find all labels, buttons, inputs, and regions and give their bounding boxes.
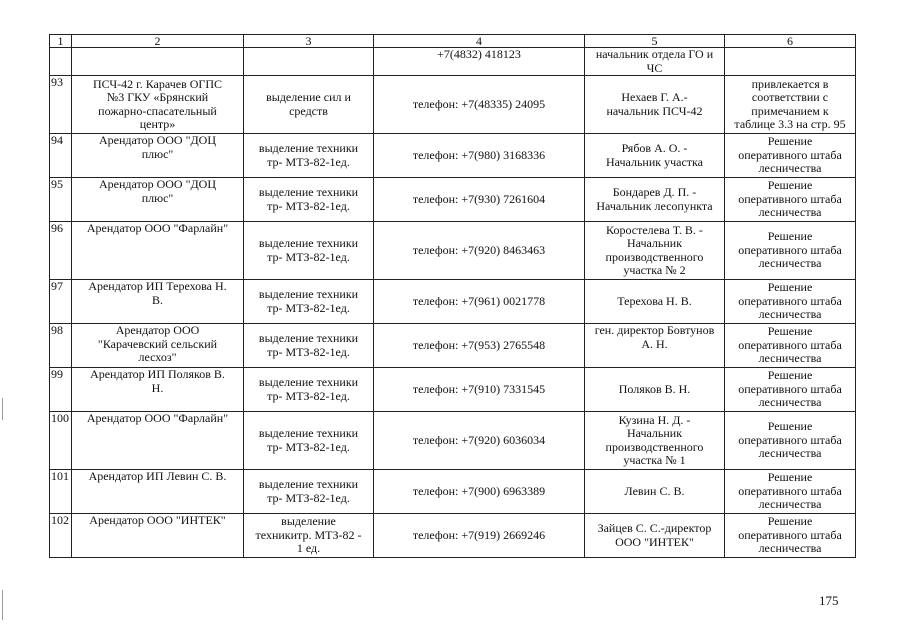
table-row <box>50 48 856 76</box>
row-number: 99 <box>50 368 72 412</box>
phone-cell: +7(4832) 418123 <box>374 48 585 76</box>
phone-cell: телефон: +7(930) 7261604 <box>374 178 585 222</box>
phone-cell: телефон: +7(961) 0021778 <box>374 280 585 324</box>
action-cell: выделение техники тр- МТЗ-82-1ед. <box>244 324 374 368</box>
column-header: 1 <box>50 35 72 48</box>
phone-cell: телефон: +7(953) 2765548 <box>374 324 585 368</box>
note-cell: Решение оперативного штаба лесничества <box>725 178 856 222</box>
row-number: 96 <box>50 222 72 280</box>
phone-cell: телефон: +7(48335) 24095 <box>374 76 585 134</box>
contact-cell: Рябов А. О. - Начальник участка <box>585 134 725 178</box>
phone-cell: телефон: +7(910) 7331545 <box>374 368 585 412</box>
contact-cell: Зайцев С. С.-директор ООО "ИНТЕК" <box>585 514 725 558</box>
contact-cell: Кузина Н. Д. - Начальник производственного участка № 1 <box>585 412 725 470</box>
action-cell: выделение техники тр- МТЗ-82-1ед. <box>244 470 374 514</box>
organization-cell: ПСЧ-42 г. Карачев ОГПС №3 ГКУ «Брянский пожарно-спасательный центр» <box>72 76 244 134</box>
phone-cell: телефон: +7(920) 8463463 <box>374 222 585 280</box>
table-row <box>50 412 856 470</box>
note-cell: Решение оперативного штаба лесничества <box>725 514 856 558</box>
contact-cell: Бондарев Д. П. - Начальник лесопункта <box>585 178 725 222</box>
organization-cell: Арендатор ООО "ДОЦ плюс" <box>72 178 244 222</box>
organization-cell: Арендатор ИП Поляков В. Н. <box>72 368 244 412</box>
column-header: 5 <box>585 35 725 48</box>
organization-cell <box>72 48 244 76</box>
page-number: 175 <box>819 593 839 608</box>
equipment-table <box>49 34 856 558</box>
action-cell: выделение сил и средств <box>244 76 374 134</box>
organization-cell: Арендатор ИП Терехова Н. В. <box>72 280 244 324</box>
row-number: 93 <box>50 76 72 134</box>
action-cell: выделение техники тр- МТЗ-82-1ед. <box>244 412 374 470</box>
organization-cell: Арендатор ООО "Фарлайн" <box>72 222 244 280</box>
row-number: 95 <box>50 178 72 222</box>
table-row <box>50 514 856 558</box>
action-cell <box>244 48 374 76</box>
table-row <box>50 76 856 134</box>
note-cell: Решение оперативного штаба лесничества <box>725 368 856 412</box>
organization-cell: Арендатор ООО "ДОЦ плюс" <box>72 134 244 178</box>
note-cell: Решение оперативного штаба лесничества <box>725 324 856 368</box>
phone-cell: телефон: +7(919) 2669246 <box>374 514 585 558</box>
phone-cell: телефон: +7(980) 3168336 <box>374 134 585 178</box>
table-row <box>50 222 856 280</box>
scan-edge-mark <box>2 398 3 420</box>
note-cell: Решение оперативного штаба лесничества <box>725 222 856 280</box>
action-cell: выделение техники тр- МТЗ-82-1ед. <box>244 134 374 178</box>
phone-cell: телефон: +7(920) 6036034 <box>374 412 585 470</box>
organization-cell: Арендатор ООО "Фарлайн" <box>72 412 244 470</box>
action-cell: выделение техники тр- МТЗ-82-1ед. <box>244 368 374 412</box>
action-cell: выделение техникитр. МТЗ-82 - 1 ед. <box>244 514 374 558</box>
note-cell <box>725 48 856 76</box>
action-cell: выделение техники тр- МТЗ-82-1ед. <box>244 222 374 280</box>
note-cell: Решение оперативного штаба лесничества <box>725 470 856 514</box>
contact-cell: Нехаев Г. А.- начальник ПСЧ-42 <box>585 76 725 134</box>
action-cell: выделение техники тр- МТЗ-82-1ед. <box>244 280 374 324</box>
organization-cell: Арендатор ИП Левин С. В. <box>72 470 244 514</box>
row-number: 100 <box>50 412 72 470</box>
note-cell: Решение оперативного штаба лесничества <box>725 412 856 470</box>
table-row <box>50 134 856 178</box>
row-number: 94 <box>50 134 72 178</box>
contact-cell: начальник отдела ГО и ЧС <box>585 48 725 76</box>
contact-cell: Левин С. В. <box>585 470 725 514</box>
row-number: 97 <box>50 280 72 324</box>
row-number: 102 <box>50 514 72 558</box>
column-header: 3 <box>244 35 374 48</box>
table-row <box>50 280 856 324</box>
organization-cell: Арендатор ООО "ИНТЕК" <box>72 514 244 558</box>
table-row <box>50 470 856 514</box>
table-row <box>50 368 856 412</box>
organization-cell: Арендатор ООО "Карачевский сельский лесхоз" <box>72 324 244 368</box>
column-header: 6 <box>725 35 856 48</box>
contact-cell: Коростелева Т. В. - Начальник производственного участка № 2 <box>585 222 725 280</box>
column-header: 4 <box>374 35 585 48</box>
note-cell: Решение оперативного штаба лесничества <box>725 280 856 324</box>
action-cell: выделение техники тр- МТЗ-82-1ед. <box>244 178 374 222</box>
table-row <box>50 178 856 222</box>
contact-cell: Поляков В. Н. <box>585 368 725 412</box>
row-number: 98 <box>50 324 72 368</box>
contact-cell: ген. директор Бовтунов А. Н. <box>585 324 725 368</box>
phone-cell: телефон: +7(900) 6963389 <box>374 470 585 514</box>
scan-edge-mark <box>2 590 3 620</box>
note-cell: Решение оперативного штаба лесничества <box>725 134 856 178</box>
row-number <box>50 48 72 76</box>
note-cell: привлекается в соответствии с примечанием к таблице 3.3 на стр. 95 <box>725 76 856 134</box>
column-header: 2 <box>72 35 244 48</box>
contact-cell: Терехова Н. В. <box>585 280 725 324</box>
table-header-row <box>50 35 856 48</box>
table-row <box>50 324 856 368</box>
row-number: 101 <box>50 470 72 514</box>
